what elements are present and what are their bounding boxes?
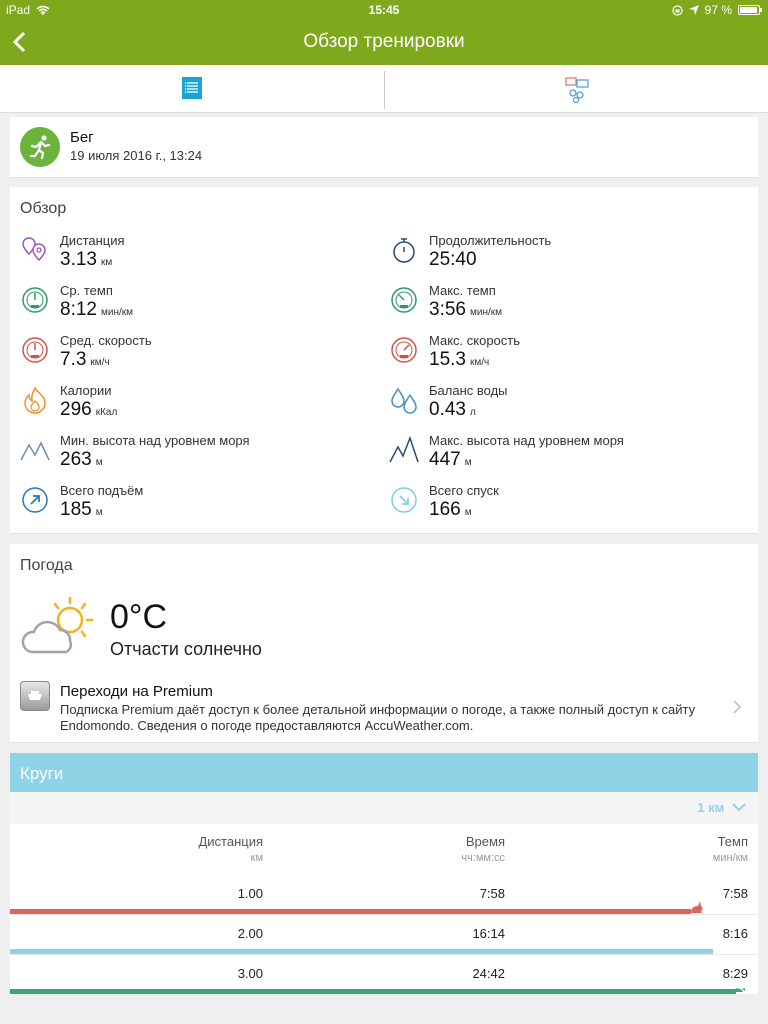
stat-label: Мин. высота над уровнем моря — [60, 433, 250, 448]
stat-label: Калории — [60, 383, 112, 398]
premium-icon — [20, 681, 50, 711]
battery-icon — [738, 5, 760, 15]
stat-value: 3.13 км — [60, 249, 113, 270]
stat-min-altitude — [20, 433, 380, 481]
stat-label: Макс. скорость — [429, 333, 521, 348]
tab-summary[interactable] — [0, 65, 384, 113]
premium-upsell[interactable] — [20, 681, 748, 735]
stat-distance — [20, 233, 380, 281]
table-row — [10, 914, 758, 954]
sport-avatar — [20, 127, 60, 167]
stat-value: 0.43 л — [429, 399, 476, 420]
stat-calories — [20, 383, 380, 431]
activity-card — [10, 117, 758, 178]
tab-bar — [0, 65, 768, 113]
list-icon — [182, 77, 202, 99]
stat-label: Продолжительность — [429, 233, 552, 248]
split-value: 1 км — [697, 800, 725, 815]
page-title: Обзор тренировки — [303, 31, 465, 52]
stat-value: 296 кКал — [60, 399, 118, 420]
lap-pace: 7:58 — [722, 886, 748, 901]
stat-water — [389, 383, 749, 431]
lap-pace: 8:16 — [722, 926, 748, 941]
location-icon — [689, 5, 699, 15]
stopwatch-icon — [389, 235, 419, 265]
speed-gauge-icon — [20, 335, 50, 365]
split-selector[interactable] — [697, 800, 746, 815]
battery-percent: 97 % — [704, 3, 732, 17]
stat-value: 166 м — [429, 499, 472, 520]
stat-value: 447 м — [429, 449, 472, 470]
lap-distance: 2.00 — [237, 926, 263, 941]
lock-rotation-icon — [672, 5, 683, 16]
stat-label: Сред. скорость — [60, 333, 152, 348]
stat-avg-pace — [20, 283, 380, 331]
stat-label: Макс. высота над уровнем моря — [429, 433, 624, 448]
lap-pace-bar — [10, 989, 736, 994]
stat-label: Макс. темп — [429, 283, 496, 298]
premium-description: Подписка Premium даёт доступ к более детальной информации о погоде, а также полный доступ к сайту Endomondo. Сведения о погоде предоставляются AccuWeather.com. — [60, 702, 696, 733]
stat-descent — [389, 483, 749, 531]
laps-table — [10, 824, 758, 994]
overview-card — [10, 187, 758, 534]
stat-value: 8:12 мин/км — [60, 299, 133, 320]
lap-time: 7:58 — [479, 886, 505, 901]
water-drops-icon — [389, 385, 419, 415]
pin-icon — [20, 235, 50, 265]
weather-card — [10, 544, 758, 743]
stat-ascent — [20, 483, 380, 531]
mountain-icon — [389, 435, 419, 465]
lap-pace: 8:29 — [722, 966, 748, 981]
laps-toolbar — [10, 792, 758, 824]
stat-max-altitude — [389, 433, 749, 481]
overview-title: Обзор — [20, 200, 67, 217]
laps-header: Круги — [10, 753, 758, 792]
premium-title: Переходи на Premium — [60, 683, 213, 700]
stat-value: 3:56 мин/км — [429, 299, 502, 320]
descent-icon — [389, 485, 419, 515]
column-header-distance: Дистанция км — [198, 834, 263, 864]
stat-value: 185 м — [60, 499, 103, 520]
lap-time: 16:14 — [472, 926, 505, 941]
stat-duration — [389, 233, 749, 281]
weather-temp: 0°C — [110, 598, 168, 636]
stat-label: Дистанция — [60, 233, 125, 248]
nav-bar — [0, 20, 768, 65]
speed-gauge-icon — [389, 335, 419, 365]
chevron-down-icon — [732, 803, 746, 812]
mountain-icon — [20, 435, 50, 465]
tab-social[interactable] — [385, 65, 768, 113]
table-row — [10, 874, 758, 914]
lap-distance: 3.00 — [237, 966, 263, 981]
table-row — [10, 954, 758, 994]
column-header-pace: Темп мин/км — [712, 834, 748, 864]
lap-time: 24:42 — [472, 966, 505, 981]
ascent-icon — [20, 485, 50, 515]
stat-value: 25:40 — [429, 249, 477, 270]
stat-value: 263 м — [60, 449, 103, 470]
stat-avg-speed — [20, 333, 380, 381]
column-header-time: Время чч:мм:сс — [461, 834, 505, 864]
chevron-right-icon — [732, 699, 742, 715]
comments-icon — [565, 77, 589, 103]
weather-condition: Отчасти солнечно — [110, 639, 262, 659]
lap-distance: 1.00 — [237, 886, 263, 901]
row-divider — [10, 914, 758, 915]
rabbit-icon — [688, 900, 704, 914]
running-icon — [20, 127, 60, 167]
activity-date: 19 июля 2016 г., 13:24 — [70, 148, 203, 163]
stat-label: Всего спуск — [429, 483, 499, 498]
pace-gauge-icon — [20, 285, 50, 315]
stat-label: Ср. темп — [60, 283, 113, 298]
activity-name: Бег — [70, 129, 94, 146]
clock: 15:45 — [368, 3, 400, 17]
flame-icon — [20, 385, 50, 415]
row-divider — [10, 954, 758, 955]
weather-title: Погода — [20, 557, 73, 574]
pace-gauge-icon — [389, 285, 419, 315]
status-bar — [0, 0, 768, 20]
turtle-icon — [730, 982, 746, 994]
device-name: iPad — [6, 3, 31, 17]
stat-label: Всего подъём — [60, 483, 144, 498]
partly-sunny-icon — [20, 594, 100, 658]
stat-max-pace — [389, 283, 749, 331]
stat-label: Баланс воды — [429, 383, 508, 398]
stat-value: 15.3 км/ч — [429, 349, 490, 370]
stat-max-speed — [389, 333, 749, 381]
stat-value: 7.3 км/ч — [60, 349, 110, 370]
